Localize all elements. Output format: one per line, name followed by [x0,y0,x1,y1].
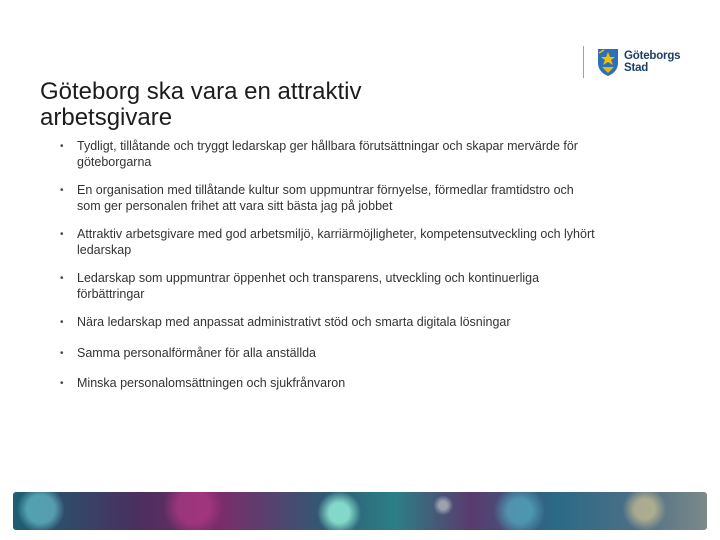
city-emblem-icon [596,47,620,77]
bullet-text-line: som ger personalen frihet att vara sitt bästa jag på jobbet [77,198,393,213]
footer-decorative-band [13,492,707,530]
bullet-marker: • [60,185,64,196]
bullet-marker: • [60,273,64,284]
logo-divider [583,46,584,78]
bullet-text-line: göteborgarna [77,154,152,169]
bullet-text-line: Minska personalomsättningen och sjukfrånvaron [77,376,346,390]
bullet-marker: • [60,378,64,389]
bullet-text-line: Ledarskap som uppmuntrar öppenhet och transparens, utveckling och kontinuerliga [77,271,540,285]
bullet-item [60,139,660,170]
bullet-text-line: Attraktiv arbetsgivare med god arbetsmiljö, karriärmöjligheter, kompetensutveckling och lyhört [77,227,595,241]
slide-title [40,79,560,131]
bullet-text-line: Tydligt, tillåtande och tryggt ledarskap ger hållbara förutsättningar och skapar mervärde för [77,139,578,153]
bullet-text-line: ledarskap [77,242,132,257]
bullet-marker: • [60,229,64,240]
bullet-text-line: En organisation med tillåtande kultur som uppmuntrar förnyelse, förmedlar framtidstro och [77,183,574,197]
bullet-item [60,271,660,302]
bullet-item [60,227,660,258]
slide-title-line-1: Göteborg ska vara en attraktiv [40,78,362,105]
bullet-item [60,376,660,392]
logo-line-2: Stad [624,62,649,74]
goteborgs-stad-logo [583,45,680,79]
bullet-text-line: förbättringar [77,286,145,301]
logo-line-1: Göteborgs [624,50,681,62]
bullet-text-line: Samma personalförmåner för alla anställda [77,345,317,360]
bullet-item [60,346,660,362]
logo-wordmark [624,50,680,74]
bullet-text-line: Nära ledarskap med anpassat administrativt stöd och smarta digitala lösningar [77,315,511,329]
bullet-item [60,183,660,214]
bullet-marker: • [60,141,64,152]
bullet-item [60,315,660,331]
bullet-marker: • [60,347,64,359]
bullet-list [60,139,660,407]
bullet-marker: • [60,317,64,328]
slide-title-line-2: arbetsgivare [40,104,173,131]
